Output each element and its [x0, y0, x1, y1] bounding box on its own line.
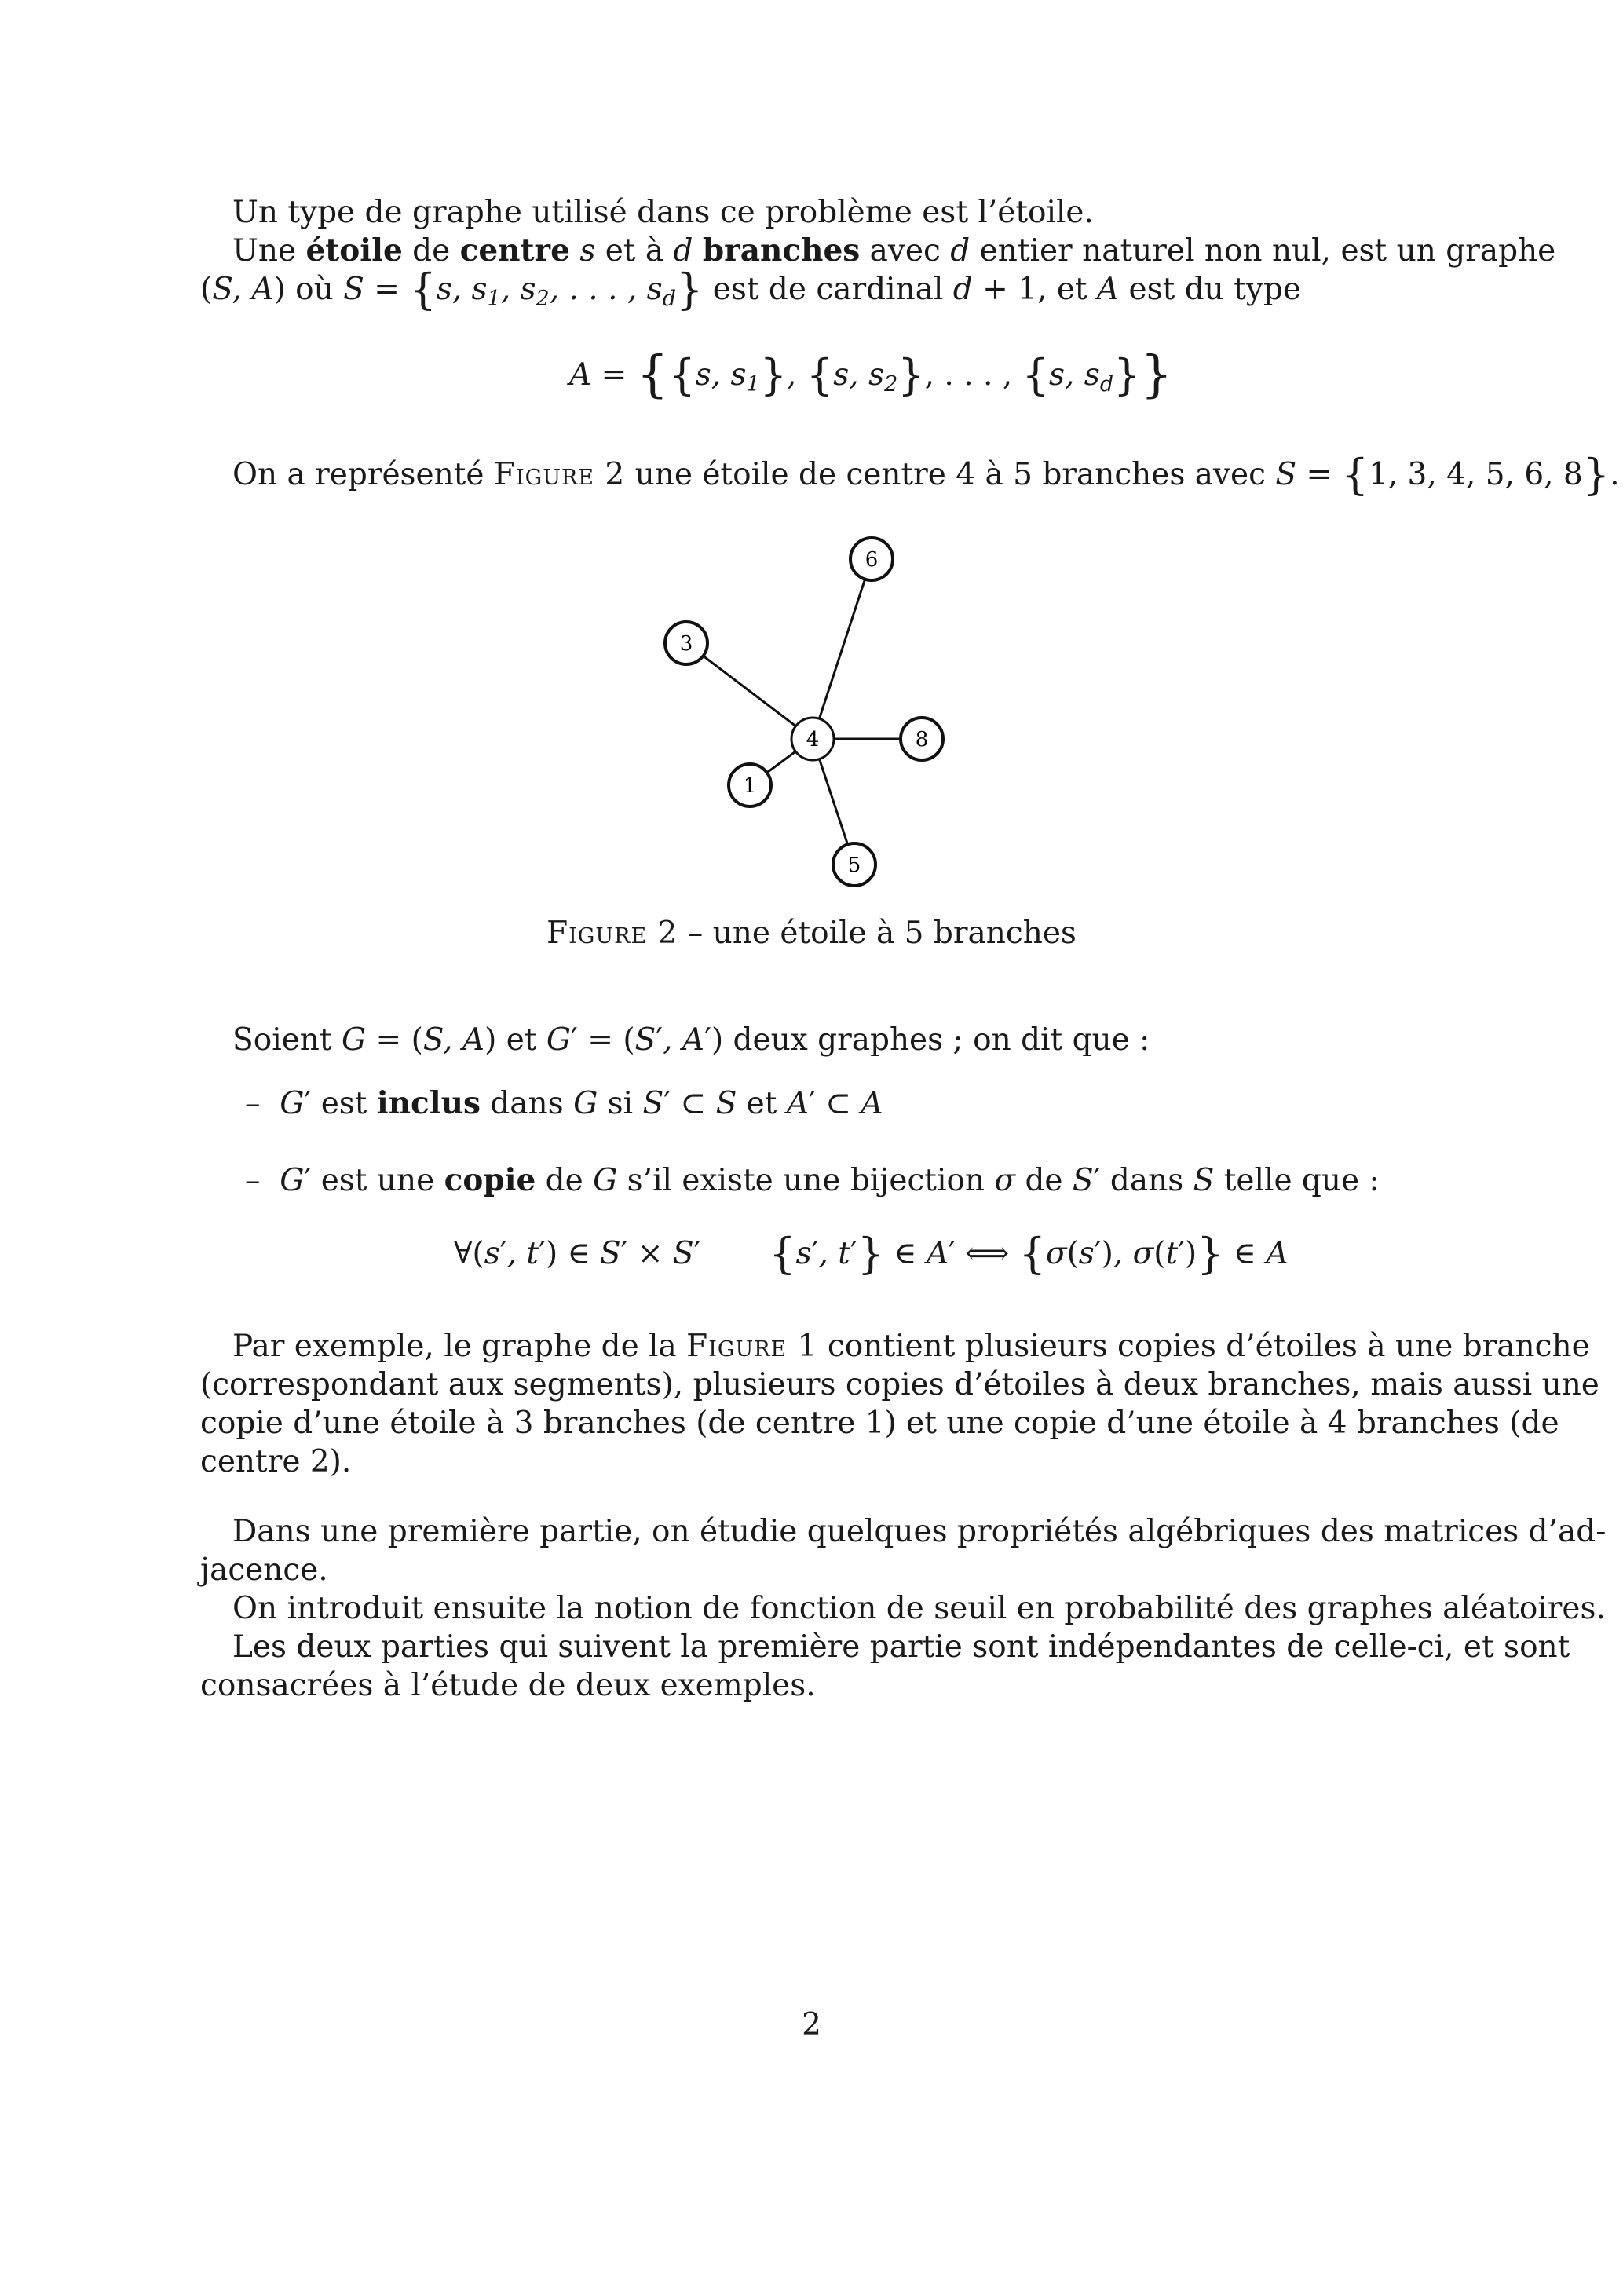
example-text-1b: contient plusieurs copies d’étoiles à une branche: [817, 1329, 1590, 1364]
page-number: 2: [802, 2007, 821, 2042]
example-line-2: (correspondant aux segments), plusieurs copies d’étoiles à deux branches, mais aussi une: [200, 1367, 1599, 1402]
node-label-1: 1: [743, 774, 757, 798]
definitions-intro: Soient G = (S, A) et G′ = (S′, A′) deux graphes ; on dit que :: [232, 1022, 1150, 1058]
term-branches: branches: [702, 232, 861, 269]
closing-line-1: Dans une première partie, on étudie quelques propriétés algébriques des matrices d’ad-: [232, 1514, 1607, 1549]
node-label-4: 4: [806, 728, 820, 751]
term-etoile: étoile: [305, 232, 403, 269]
figure-caption: [0, 914, 1623, 953]
node-label-5: 5: [847, 854, 861, 877]
node-label-6: 6: [865, 548, 879, 572]
closing-line-2: jacence.: [200, 1552, 328, 1588]
definition-item-inclus: – G′ est inclus dans G si S′ ⊂ S et A′ ⊂ A: [245, 1085, 883, 1121]
term-inclus: inclus: [376, 1085, 481, 1121]
intro-line-4: On a représenté Figure 2 une étoile de centre 4 à 5 branches avec S = {1, 3, 4, 5, 6, 8}.: [232, 450, 1620, 499]
intro-line-1: [232, 193, 1094, 232]
figure-1-ref: Figure 1: [686, 1329, 818, 1364]
term-centre: centre: [459, 232, 570, 269]
closing-line-3: On introduit ensuite la notion de fonction de seuil en probabilité des graphes aléatoires.: [232, 1591, 1606, 1626]
example-line-1: [232, 1327, 1590, 1366]
example-line-3: copie d’une étoile à 3 branches (de centre 1) et une copie d’une étoile à 4 branches (de: [200, 1406, 1559, 1441]
example-text-1a: Par exemple, le graphe de la: [232, 1329, 687, 1364]
set-S: 1, 3, 4, 5, 6, 8: [1368, 457, 1583, 492]
node-label-3: 3: [679, 632, 693, 656]
example-line-4: centre 2).: [200, 1444, 352, 1479]
closing-line-4: Les deux parties qui suivent la première partie sont indépendantes de celle-ci, et sont: [232, 1629, 1570, 1665]
edge-4-6: [813, 559, 872, 739]
formula-A: A = {{s, $s_1$}, {s, $s_2$}, . . . , {s, $s_d$}}: [569, 345, 1173, 404]
figure-caption-text: – une étoile à 5 branches: [678, 916, 1077, 951]
figure-ref: Figure 2: [493, 457, 626, 492]
intro-line-2: Une étoile de centre s et à d branches avec d entier naturel non nul, est un graphe: [232, 232, 1556, 269]
copie-formula: ∀(s′, t′) ∈ S′ × S′ {s′, t′} ∈ A′ ⟺ {σ(s′), σ(t′)} ∈ A: [454, 1229, 1289, 1278]
intro-line-3: (S, A) où S = {s, $s_1$, $s_2$, . . . , $s_d$} est de cardinal d + 1, et A est du type: [200, 265, 1301, 314]
term-copie: copie: [444, 1162, 536, 1198]
definition-item-copie: – G′ est une copie de G s’il existe une bijection σ de S′ dans S telle que :: [245, 1162, 1380, 1198]
intro-text: Un type de graphe utilisé dans ce problème est l’étoile.: [232, 195, 1094, 230]
node-label-8: 8: [915, 728, 929, 751]
star-graph-figure: [644, 534, 989, 895]
closing-line-5: consacrées à l’étude de deux exemples.: [200, 1668, 816, 1703]
figure-caption-label: Figure 2: [546, 916, 678, 951]
edge-4-3: [686, 643, 813, 739]
